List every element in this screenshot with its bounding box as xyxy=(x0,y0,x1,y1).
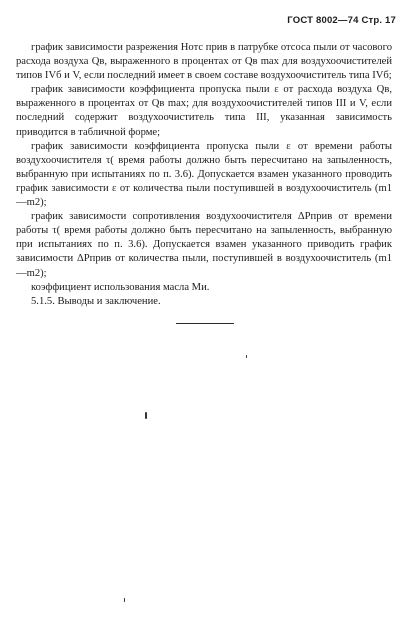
paragraph-dust-time-graph: график зависимости коэффициента пропуска пыли ε от времени работы воздухоочистителя τ( время работы должно быть пересчитано на запыленность, выбранную при испытаниях по п. 3.6). Допускается взамен указанного проводить график зависимости ε от количества пыли поступившей в воздухоочиститель (m1—m2); xyxy=(16,140,392,209)
standard-number: ГОСТ 8002—74 xyxy=(287,15,359,26)
body-text xyxy=(16,41,392,309)
scan-speck xyxy=(246,355,247,358)
scan-speck xyxy=(145,412,147,419)
scan-speck xyxy=(124,598,125,602)
section-divider xyxy=(176,323,234,324)
paragraph-dust-flow-graph: график зависимости коэффициента пропуска пыли ε от расхода воздуха Qв, выраженного в процентах от Qв max; для воздухоочистителей типов III и V, если последний содержит воздухоочиститель типа III, указанная зависимость приводится в табличной форме; xyxy=(16,84,392,138)
paragraph-rarefaction-graph: график зависимости разрежения Hотс прив в патрубке отсоса пыли от часового расхода воздуха Qв, выраженного в процентах от Qв max для воздухоочистителей типов IVб и V, если последний имеет в своем составе воздухоочиститель типа IVб; xyxy=(16,42,392,82)
page-header xyxy=(287,15,396,26)
page-number: Стр. 17 xyxy=(361,15,396,26)
paragraph-conclusions: 5.1.5. Выводы и заключение. xyxy=(31,295,161,307)
paragraph-resistance-graph: график зависимости сопротивления воздухоочистителя ΔPприв от времени работы τ( время работы должно быть пересчитано на запыленность, выбранную при испытаниях по п. 3.6). Допускается взамен указанного приводить график зависимости ΔPприв от количества пыли, поступившей в воздухоочиститель (m1—m2); xyxy=(16,211,392,279)
paragraph-oil-coefficient: коэффициент использования масла Mи. xyxy=(31,281,210,293)
